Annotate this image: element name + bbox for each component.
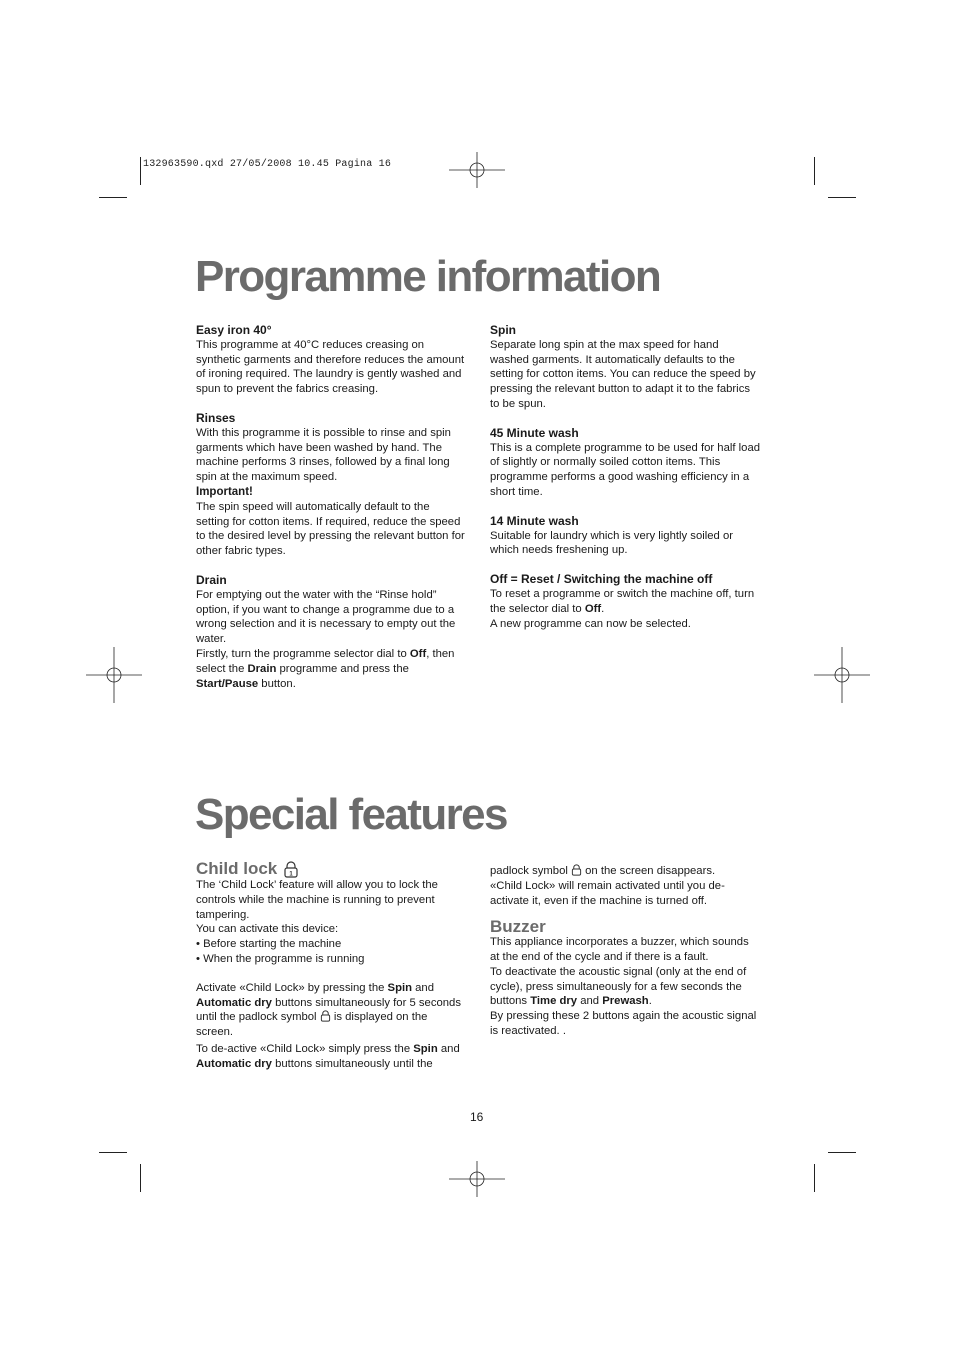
buzzer-heading: Buzzer bbox=[490, 917, 546, 937]
section-text: A new programme can now be selected. bbox=[490, 617, 691, 630]
print-slug: 132963590.qxd 27/05/2008 10.45 Pagina 16 bbox=[143, 159, 392, 170]
rinses-section bbox=[196, 411, 466, 559]
crop-mark bbox=[828, 1152, 856, 1153]
drain-instructions: Firstly, turn the programme selector dial to Off, then select the Drain programme and press the Start/Pause button. bbox=[196, 647, 455, 690]
list-item: • When the programme is running bbox=[196, 952, 365, 965]
child-lock-activate-line: You can activate this device: bbox=[196, 923, 339, 936]
drain-section bbox=[196, 573, 466, 691]
important-heading: Important! bbox=[196, 485, 253, 498]
list-item: • Before starting the machine bbox=[196, 938, 342, 951]
section-text: Suitable for laundry which is very lightly soiled or which needs freshening up. bbox=[490, 529, 733, 557]
crop-mark bbox=[140, 157, 141, 185]
spin-section bbox=[490, 323, 760, 412]
crop-mark bbox=[814, 157, 815, 185]
padlock-icon bbox=[571, 864, 582, 876]
section-heading: Easy iron 40° bbox=[196, 323, 272, 337]
right-column bbox=[490, 323, 760, 645]
svg-text:1: 1 bbox=[289, 871, 293, 878]
page-title: Programme information bbox=[195, 252, 661, 301]
important-text: The spin speed will automatically default to the setting for cotton items. If required, reduce the speed to the desired level by pressing the relevant button for other fabric types. bbox=[196, 500, 465, 558]
section-heading: Drain bbox=[196, 572, 227, 587]
off-section bbox=[490, 572, 760, 631]
section-heading: 14 Minute wash bbox=[490, 513, 579, 528]
section-text: This programme at 40°C reduces creasing on synthetic garments and therefore reduces the amount of ironing required. The laundry is gently washed and spun to prevent the fabrics creasing. bbox=[196, 338, 465, 396]
child-lock-deactivate-text: To de-active «Child Lock» simply press the Spin and Automatic dry buttons simultaneously until the bbox=[196, 1042, 460, 1070]
registration-mark-icon bbox=[814, 647, 870, 703]
section-text: With this programme it is possible to rinse and spin garments which have been washed by hand. The machine performs 3 rinses, followed by a final long spin at the maximum speed. bbox=[196, 426, 451, 484]
buzzer-deactivate-text: To deactivate the acoustic signal (only at the end of cycle), press simultaneously for a few seconds the buttons Time dry and Prewash. bbox=[490, 965, 747, 1008]
child-lock-intro: The ‘Child Lock’ feature will allow you to lock the controls while the machine is running to prevent tampering. bbox=[196, 879, 438, 921]
buzzer-text: This appliance incorporates a buzzer, which sounds at the end of the cycle and if there is a fault. bbox=[490, 936, 749, 963]
registration-mark-icon bbox=[86, 647, 142, 703]
child-lock-note: «Child Lock» will remain activated until you de-activate it, even if the machine is turned off. bbox=[490, 879, 725, 907]
buzzer-column bbox=[490, 864, 760, 1039]
buzzer-reactivate-text: By pressing these 2 buttons again the acoustic signal is reactivated. . bbox=[490, 1010, 757, 1037]
registration-mark-icon bbox=[449, 142, 505, 198]
crop-mark bbox=[99, 1152, 127, 1153]
section-heading: 45 Minute wash bbox=[490, 425, 579, 440]
crop-mark bbox=[828, 197, 856, 198]
section-heading: Off = Reset / Switching the machine off bbox=[490, 572, 713, 587]
child-lock-heading: Child lock 1 bbox=[196, 861, 466, 878]
page-number: 16 bbox=[470, 1110, 484, 1124]
left-column bbox=[196, 323, 466, 705]
section-text: For emptying out the water with the “Rinse hold” option, if you want to change a programme due to a wrong selection and it is necessary to empty out the water. bbox=[196, 588, 456, 646]
crop-mark bbox=[814, 1164, 815, 1192]
crop-mark bbox=[99, 197, 127, 198]
padlock-icon bbox=[320, 1010, 331, 1022]
wash14-section bbox=[490, 514, 760, 558]
crop-mark bbox=[140, 1164, 141, 1192]
section-heading: Rinses bbox=[196, 410, 236, 425]
easy-iron-section bbox=[196, 323, 466, 397]
section-text: This is a complete programme to be used for half load of slightly or normally soiled cotton items. This programme performs a good washing efficiency in a short time. bbox=[490, 441, 761, 498]
child-lock-continued: padlock symbol on the screen disappears. bbox=[490, 865, 716, 877]
section-text: Separate long spin at the max speed for hand washed garments. It automatically defaults to the setting for cotton items. You can reduce the speed by pressing the relevant button to adapt it to the fabrics to be spun. bbox=[490, 338, 756, 410]
wash45-section bbox=[490, 426, 760, 500]
section-text: To reset a programme or switch the machine off, turn the selector dial to Off. bbox=[490, 587, 755, 615]
section-heading: Spin bbox=[490, 323, 516, 337]
padlock-icon bbox=[283, 861, 299, 878]
registration-mark-icon bbox=[449, 1151, 505, 1207]
child-lock-activate-text: Activate «Child Lock» by pressing the Spin and Automatic dry buttons simultaneously for 5 seconds until the padlock symbol is displayed on the screen. bbox=[196, 981, 461, 1039]
child-lock-column bbox=[196, 861, 466, 1072]
special-features-title: Special features bbox=[195, 790, 507, 839]
